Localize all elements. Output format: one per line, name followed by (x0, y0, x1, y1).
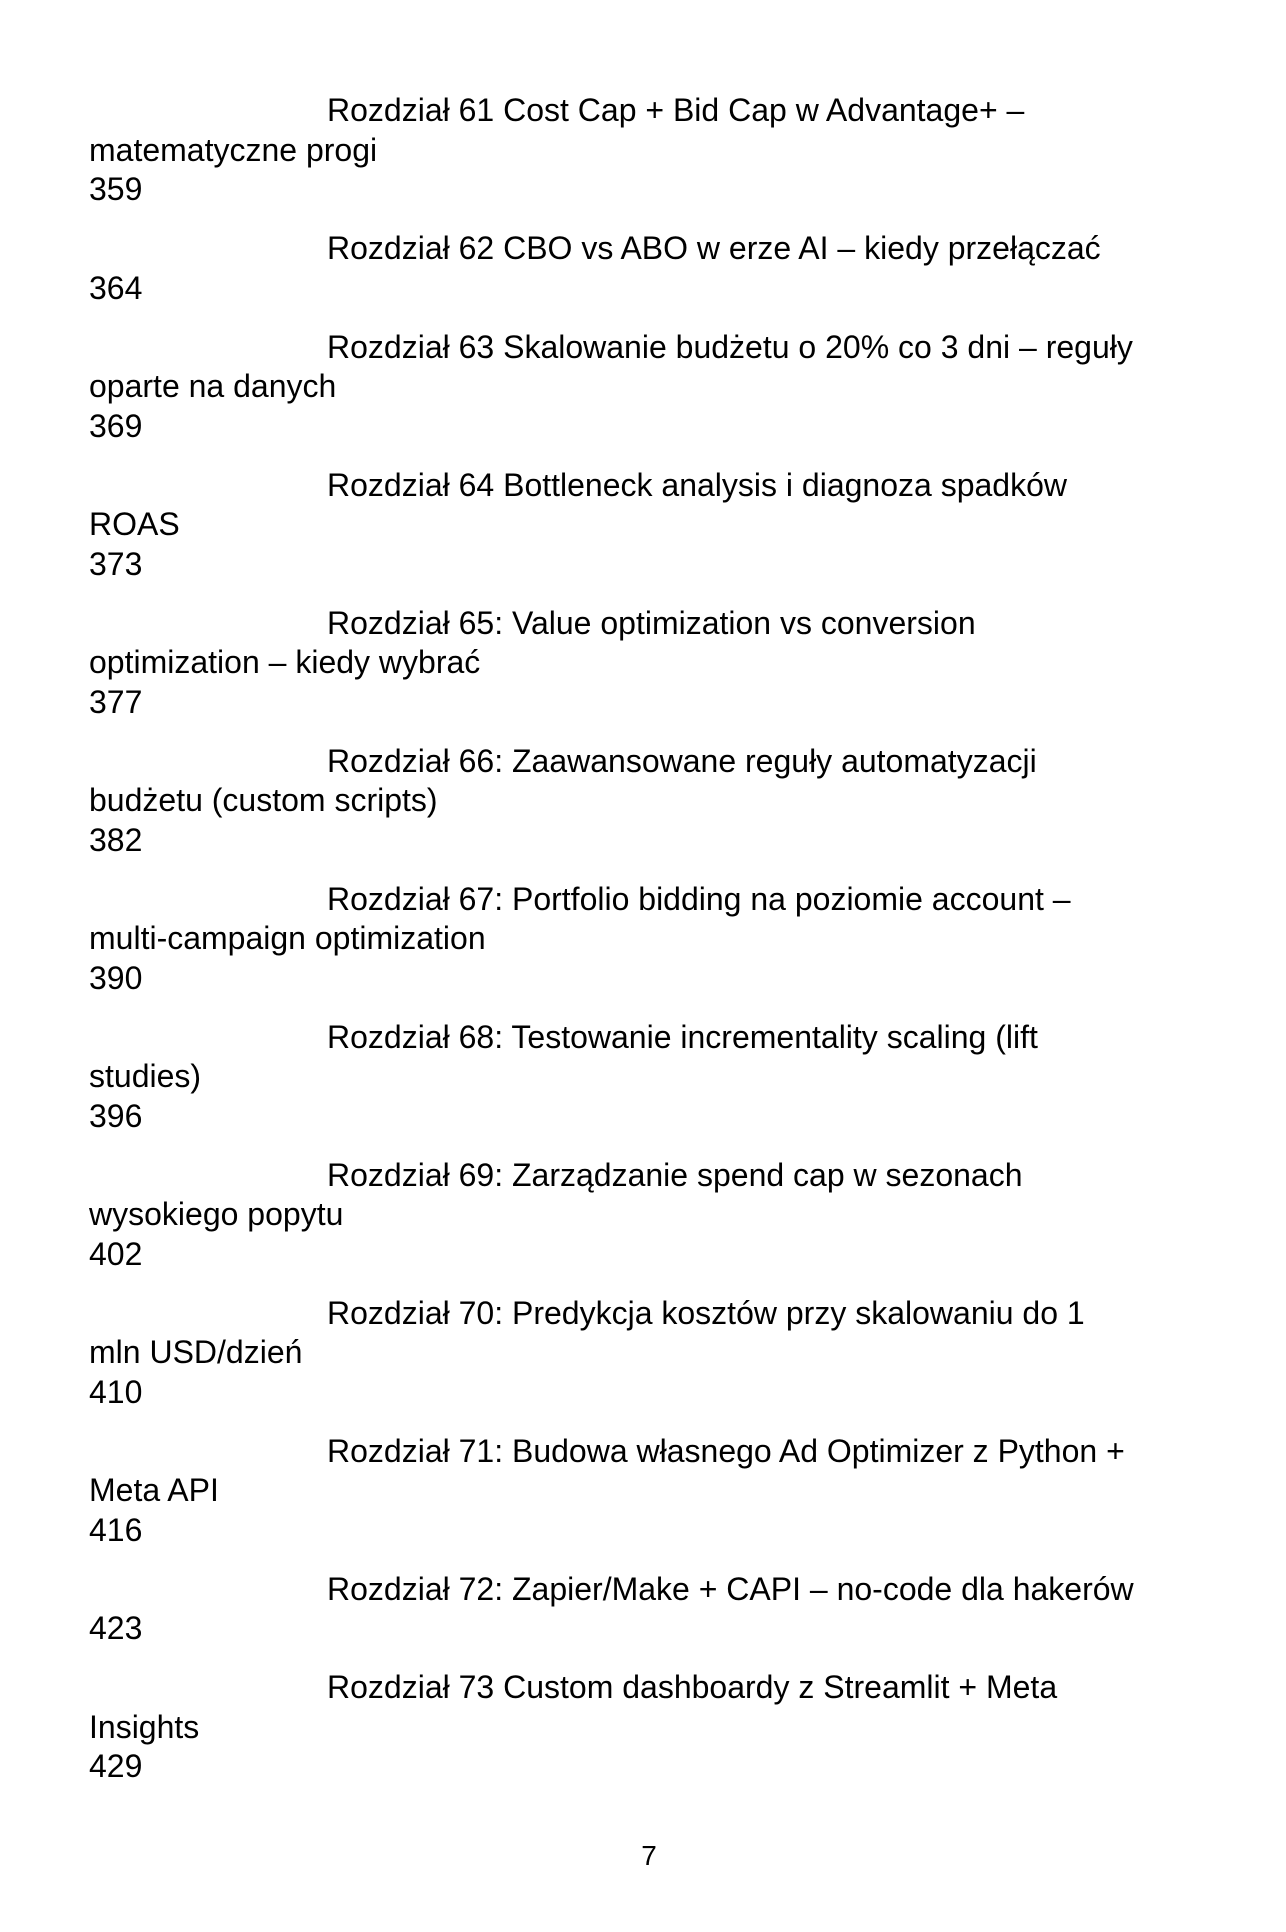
toc-entry (89, 742, 1219, 861)
toc-entry-page: 364 (89, 269, 143, 306)
toc-entry-title: Rozdział 62 CBO vs ABO w erze AI – kiedy przełączać (327, 230, 1101, 266)
toc-entry-title: Rozdział 63 Skalowanie budżetu o 20% co 3 dni – reguły (327, 328, 1133, 365)
toc-entry-title: Rozdział 68: Testowanie incrementality scaling (lift (327, 1018, 1038, 1055)
toc-entry-title: Rozdział 61 Cost Cap + Bid Cap w Advantage+ – (327, 92, 1025, 128)
toc-entry-page: 390 (89, 959, 143, 996)
toc-entry-title: Rozdział 73 Custom dashboardy z Streamlit + Meta (327, 1669, 1058, 1705)
toc-entry-page: 382 (89, 821, 143, 858)
toc-entry-page: 416 (89, 1511, 143, 1548)
toc-entry-title: Insights (89, 1708, 200, 1745)
table-of-contents (89, 91, 1219, 1806)
toc-entry-page: 396 (89, 1097, 143, 1134)
page-number: 7 (641, 1840, 657, 1871)
toc-entry-page: 429 (89, 1748, 143, 1784)
toc-entry-title: ROAS (89, 506, 180, 542)
toc-entry-title: budżetu (custom scripts) (89, 782, 438, 818)
toc-entry-page: 423 (89, 1610, 143, 1646)
toc-entry-title: Meta API (89, 1472, 219, 1508)
toc-entry-title: Rozdział 66: Zaawansowane reguły automatyzacji (327, 742, 1037, 779)
toc-entry-title: matematyczne progi (89, 131, 378, 168)
toc-entry-page: 377 (89, 683, 143, 720)
toc-entry (89, 328, 1219, 447)
toc-entry-title: Rozdział 70: Predykcja kosztów przy skalowaniu do 1 (327, 1294, 1085, 1331)
toc-entry-title: studies) (89, 1058, 202, 1094)
toc-entry-title: multi-campaign optimization (89, 920, 486, 956)
toc-entry (89, 1668, 1219, 1787)
toc-entry-page: 402 (89, 1235, 143, 1272)
toc-entry (89, 1432, 1219, 1551)
toc-entry-title: Rozdział 69: Zarządzanie spend cap w sezonach (327, 1156, 1023, 1193)
toc-entry-title: Rozdział 65: Value optimization vs conversion (327, 604, 976, 641)
toc-entry (89, 604, 1219, 723)
toc-entry-title: wysokiego popytu (89, 1196, 344, 1232)
toc-entry-title: optimization – kiedy wybrać (89, 644, 481, 680)
toc-entry (89, 1018, 1219, 1137)
toc-entry-title: mln USD/dzień (89, 1334, 303, 1370)
toc-entry (89, 1156, 1219, 1275)
toc-entry-title: Rozdział 71: Budowa własnego Ad Optimizer z Python + (327, 1432, 1125, 1469)
toc-entry (89, 229, 1219, 308)
toc-entry-title: Rozdział 72: Zapier/Make + CAPI – no-code dla hakerów (327, 1570, 1134, 1607)
toc-entry (89, 1570, 1219, 1649)
toc-entry-title: Rozdział 67: Portfolio bidding na poziomie account – (327, 880, 1071, 917)
toc-entry-page: 359 (89, 171, 143, 207)
toc-entry (89, 1294, 1219, 1413)
toc-entry-page: 373 (89, 545, 143, 582)
toc-entry-page: 369 (89, 407, 143, 444)
toc-entry-page: 410 (89, 1373, 143, 1410)
toc-entry-title: Rozdział 64 Bottleneck analysis i diagnoza spadków (327, 466, 1067, 503)
toc-entry (89, 466, 1219, 585)
toc-entry-title: oparte na danych (89, 368, 337, 404)
toc-entry (89, 880, 1219, 999)
toc-entry (89, 91, 1219, 210)
